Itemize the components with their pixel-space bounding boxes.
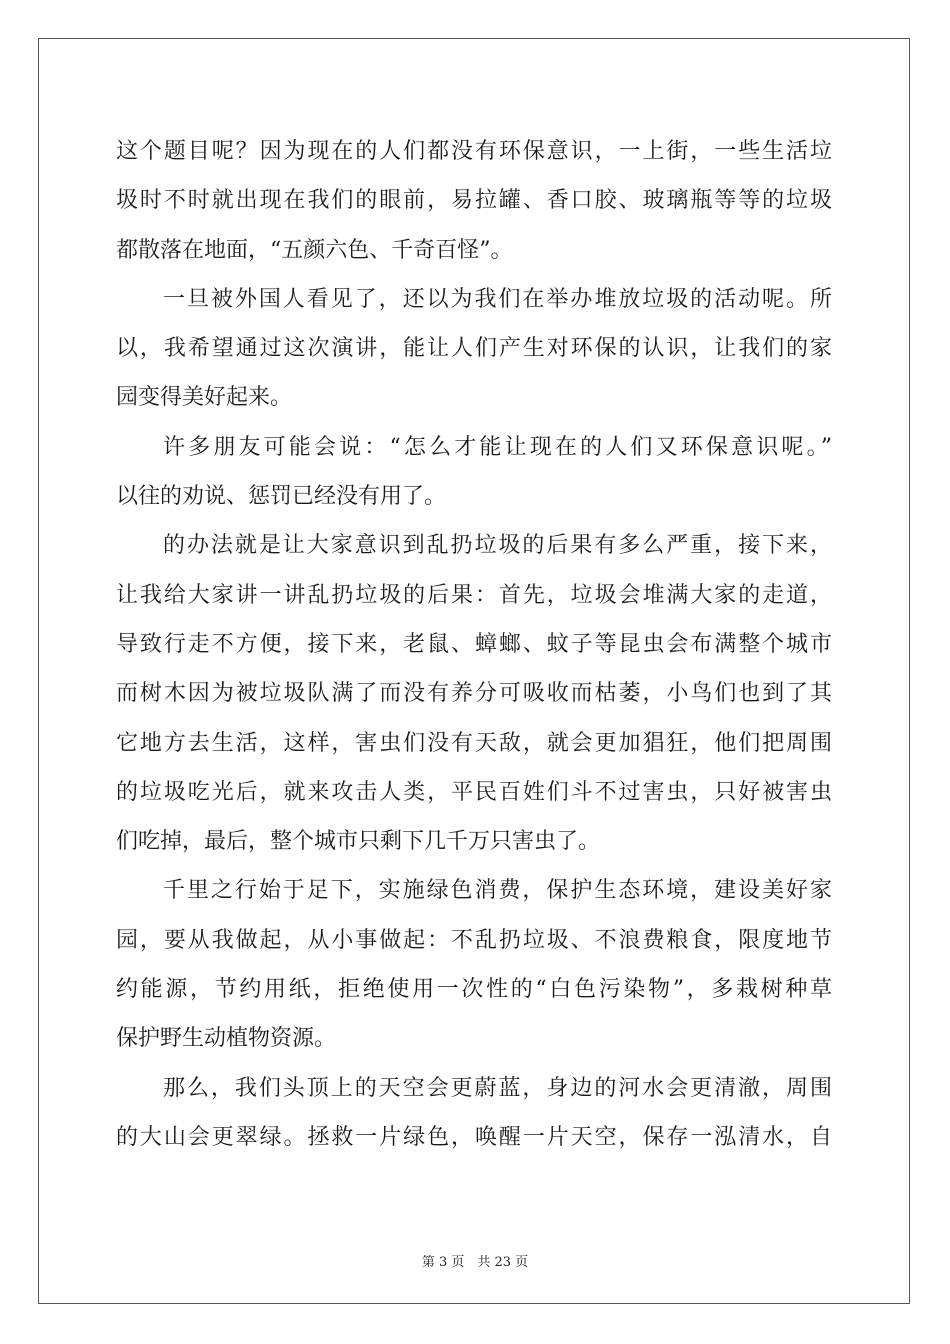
text-line: 们吃掉，最后，整个城市只剩下几千万只害虫了。	[116, 829, 601, 855]
text-line: 许多朋友可能会说：“怎么才能让现在的人们又环保意识呢。”	[163, 434, 832, 460]
text-line: 的大山会更翠绿。拯救一片绿色，唤醒一片天空，保存一泓清水，自	[116, 1124, 832, 1150]
body-text	[116, 127, 832, 1162]
text-line: 保护野生动植物资源。	[116, 1026, 337, 1052]
text-line: 千里之行始于足下，实施绿色消费，保护生态环境，建设美好家	[163, 878, 832, 904]
text-line: 那么，我们头顶上的天空会更蔚蓝，身边的河水会更清澈，周围	[163, 1075, 832, 1101]
text-line: 的垃圾吃光后，就来攻击人类，平民百姓们斗不过害虫，只好被害虫	[116, 779, 832, 805]
text-line: 圾时不时就出现在我们的眼前，易拉罐、香口胶、玻璃瓶等等的垃圾	[116, 188, 832, 214]
text-line: 导致行走不方便，接下来，老鼠、蟑螂、蚊子等昆虫会布满整个城市	[116, 631, 832, 657]
text-line: 园，要从我做起，从小事做起：不乱扔垃圾、不浪费粮食，限度地节	[116, 927, 832, 953]
text-line: 的办法就是让大家意识到乱扔垃圾的后果有多么严重，接下来，	[163, 533, 832, 559]
text-line: 园变得美好起来。	[116, 385, 293, 411]
text-line: 一旦被外国人看见了，还以为我们在举办堆放垃圾的活动呢。所	[163, 286, 832, 312]
text-line: 约能源，节约用纸，拒绝使用一次性的“白色污染物”，多栽树种草	[116, 977, 832, 1003]
text-line: 以往的劝说、惩罚已经没有用了。	[116, 484, 447, 510]
text-line: 这个题目呢？因为现在的人们都没有环保意识，一上街，一些生活垃	[116, 139, 832, 164]
text-line: 都散落在地面，“五颜六色、千奇百怪”。	[116, 237, 513, 263]
text-line: 而树木因为被垃圾队满了而没有养分可吸收而枯萎，小鸟们也到了其	[116, 681, 832, 707]
text-line: 以，我希望通过这次演讲，能让人们产生对环保的认识，让我们的家	[116, 336, 832, 362]
page-number-footer: 第 3 页 共 23 页	[421, 1255, 529, 1270]
text-line: 让我给大家讲一讲乱扔垃圾的后果：首先，垃圾会堆满大家的走道，	[116, 582, 832, 608]
text-line: 它地方去生活，这样，害虫们没有天敌，就会更加猖狂，他们把周围	[116, 730, 832, 756]
